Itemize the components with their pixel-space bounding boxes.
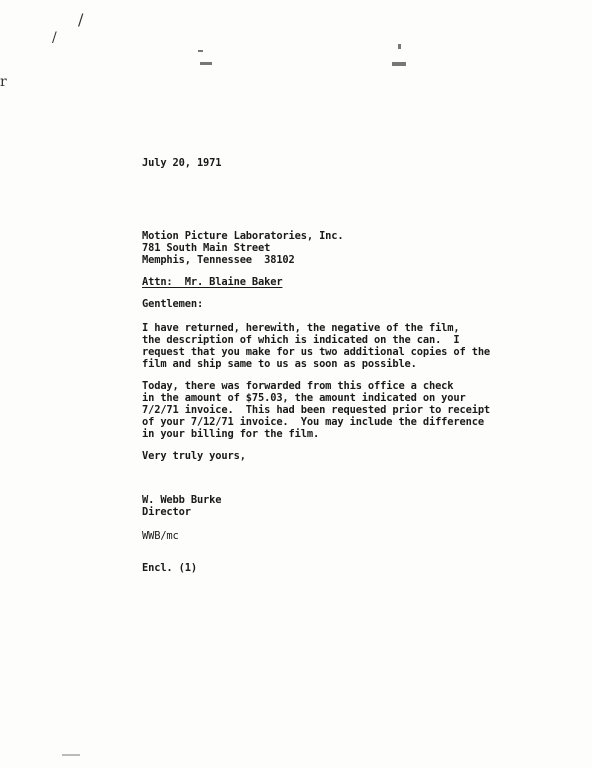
speck-3 bbox=[398, 44, 401, 49]
paragraph1-line: the description of which is indicated on the can. I bbox=[142, 334, 460, 346]
paragraph2-line: of your 7/12/71 invoice. You may include the difference bbox=[142, 416, 484, 428]
closing: Very truly yours, bbox=[142, 450, 246, 462]
paragraph1-line: film and ship same to us as soon as possible. bbox=[142, 358, 417, 370]
letter-date: July 20, 1971 bbox=[142, 157, 222, 169]
enclosure-note: Encl. (1) bbox=[142, 562, 197, 574]
signer-title: Director bbox=[142, 506, 191, 518]
recipient-name: Motion Picture Laboratories, Inc. bbox=[142, 230, 344, 242]
paragraph1-line: request that you make for us two additional copies of the bbox=[142, 346, 491, 358]
paragraph2-line: 7/2/71 invoice. This had been requested prior to receipt bbox=[142, 404, 491, 416]
paragraph2-line: in your billing for the film. bbox=[142, 428, 320, 440]
speck-2 bbox=[200, 62, 212, 65]
stray-mark-top: / bbox=[78, 10, 84, 29]
signer-name: W. Webb Burke bbox=[142, 494, 222, 506]
attention-line: Attn: Mr. Blaine Baker bbox=[142, 276, 283, 288]
typist-initials: WWB/mc bbox=[142, 530, 179, 542]
paragraph2-line: in the amount of $75.03, the amount indicated on your bbox=[142, 392, 466, 404]
speck-bottom bbox=[62, 754, 80, 756]
paragraph2-line: Today, there was forwarded from this office a check bbox=[142, 380, 454, 392]
recipient-city: Memphis, Tennessee 38102 bbox=[142, 254, 295, 266]
recipient-street: 781 South Main Street bbox=[142, 242, 271, 254]
stray-mark-corner: r bbox=[0, 74, 7, 90]
paragraph1-line: I have returned, herewith, the negative of the film, bbox=[142, 322, 460, 334]
stray-mark-left: / bbox=[52, 30, 57, 46]
speck-4 bbox=[392, 62, 406, 66]
speck-1 bbox=[198, 50, 203, 52]
salutation: Gentlemen: bbox=[142, 298, 204, 310]
